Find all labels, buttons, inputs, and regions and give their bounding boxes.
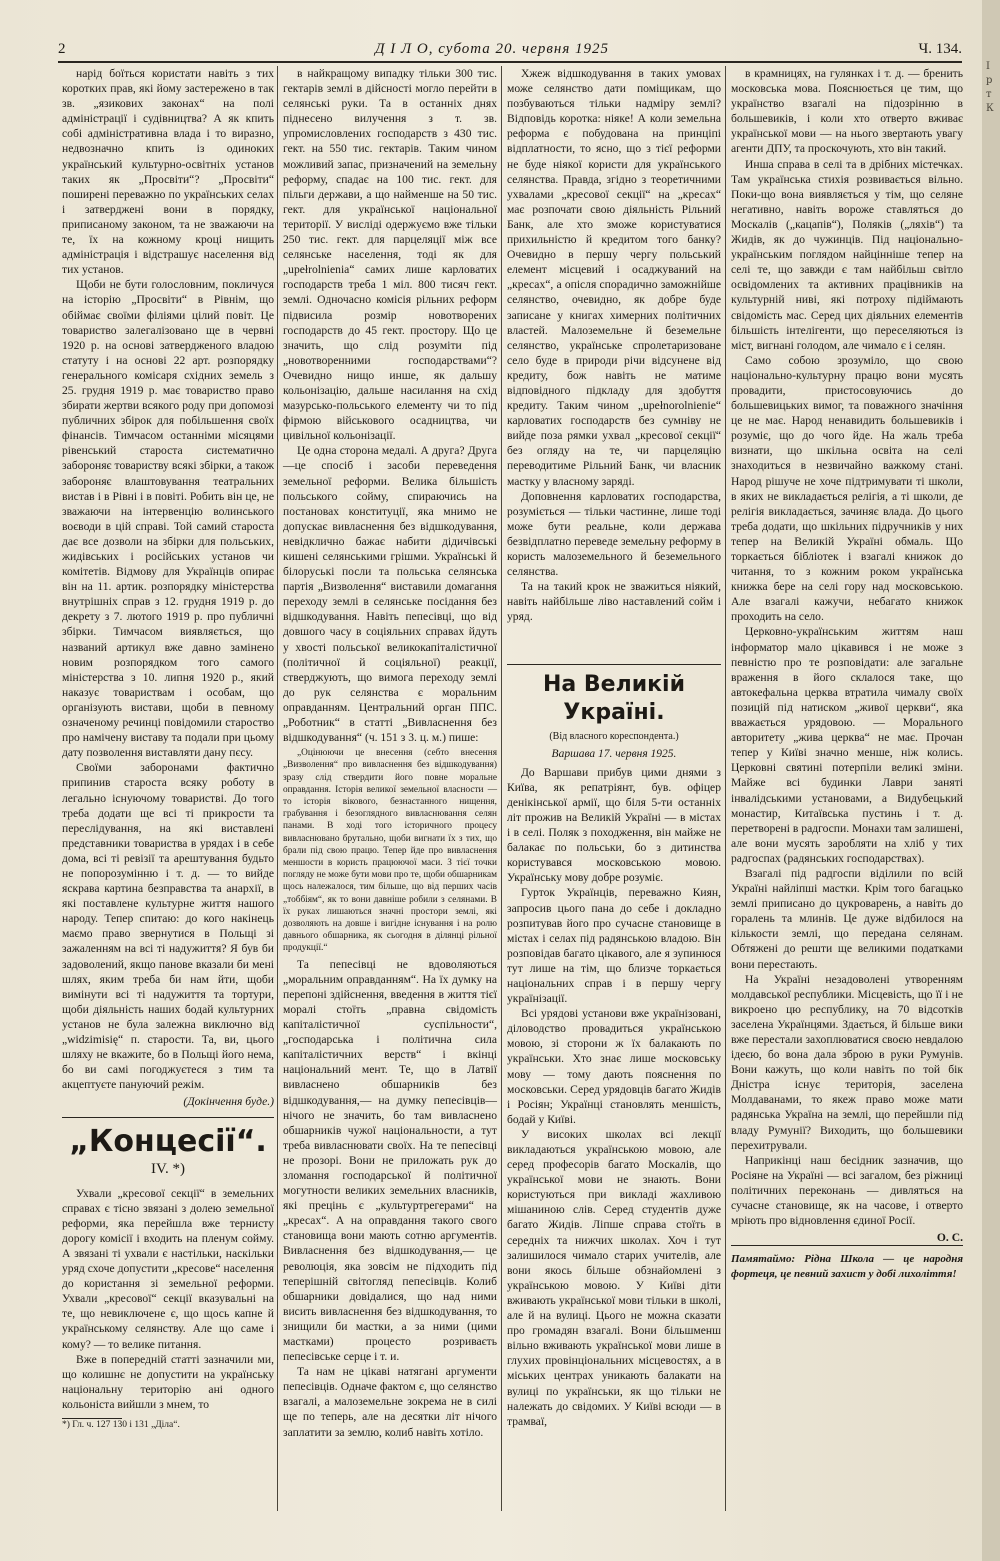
column-2 (283, 66, 497, 1440)
adjacent-page-fragment: І р т К (986, 61, 994, 114)
article-subtitle: (Від власного кореспондента.) (549, 731, 679, 743)
section-title: „Концесії“. (69, 1124, 267, 1160)
paragraph: в крамницях, на гулянках і т. д. — бренить московська мова. Пояснюється це тим, що українство взагалі на підозрінню в большевиків, і коли хто отверто вживає української мови — на нього звертають увагу агенти ДПУ, та проскочують, хто він такий. (731, 67, 963, 156)
paragraph: Хжеж відшкодування в таких умовах може селянство дати поміщикам, що позбуваються тільки надміру землі? Відповідь коротка: ніяке! А коли земельна реформа є побудована на принціпі відплатности, то ясно, що з тієї реформи не буде ніякої користи для українського селянства. Правда, згідно з теоретичними ухвалами „кресової секції“ на „кресах“ має розпочати свою діяльність Рільний Банк, але хто зможе користуватися прихильністю й кредитом того банку? Очевидно в першу чергу польський елемент місцевий і осаджуваний на „кресах“, а опісля спорадично заможнійше селянство, очевидно, як добре буде записане у книгах химерних політичних властей. Малоземельне й беземельне селянство, українське спролетаризоване село буде в природи річи відсунене від кредиту, бож навіть не матиме відповідного підкладу для здобуття кредиту. Таким чином „upełnorolnienie“ карловатих господарств без сумніву не вийде поза рямки ухвал „кресової секції“ без огляду на те, чи парцеляцію переводитиме Рільний Банк, чи власник мастку у власному заряді. (507, 67, 721, 488)
quotation: „Оцінюючи це внесення (себто внесення „Визволення“ про вивласнення без відшкодування) зразу слід ствердити його повне моральне оправдання. Історія великої земельної власности — то історія вікового, безнастанного нищення, грабування і безоглядного вивласнювання селян панами. В ході того історичного процесу вивласнювано брутально, щоби вигнати їх з тих, що брали під свою працю. Тепер йде про вивласнення меншости в користь працюючої маси. З тієї точки погляду не може бути мови про те, щоби обшарникам щось належалося, тим більше, що від перших часів „тоббіям“, як то вони давніше робили з селянами. В їх руках лишаються значні простори землі, які дозволяють на довше і вигідне існування і на ролю давнього обшарника, як сьогодня в ділянці рільної продукції.“ (283, 748, 497, 954)
reminder-note: Памятаймо: Рідна Школа — це народня фортеця, це певний захист у добі лихоліття! (731, 1245, 963, 1282)
column-4 (731, 66, 963, 1283)
paragraph: Взагалі під радгоспи віділили по всій Україні найліпші мастки. Крім того багацько землі приписано до цукроварень, а навіть до горалень та млинів. Це дуже відбилося на кількости землі, що передана селянам. Обтяжені до решти ще великими податками вони перестають. (731, 866, 963, 971)
column-rule (277, 66, 278, 1511)
paragraph: Та пепесівці не вдоволяються „моральним оправданням“. На їх думку на перепоні здійснення, введення в життя тієї моралі стоїть „правна свідомість капіталістичної суспільности“, „господарська і політична сила капіталістичних верств“ і вкінці національний мент. Те, що в Латвії вивласнено обшарників без відшкодування,— на думку пепесівців—нічого не значить, бо там вивласнено обшарників чужої національности, а тут треба вивласнювати своїх. На те пепесівці не прозорі. Вони не приложать рук до зломання господарської й політичної могутности великих земельних власників, які прецінь є „культуртрегерами“ на „кресах“. А на оправдання такого свого становища вони мають сотню аргументів. Вивласнення без відшкодування,— це революція, яка зовсім не підходить під теперішній світогляд пепесівців. Колиб обшарники довідалися, що над ними висить вивласнення без відшкодування, то знищили би мастки, а за ними (цими мастками) процесто розриваєть пепесівське серце і т. и. (283, 957, 497, 1364)
paragraph: Всі урядові установи вже українізовані, діловодство провадиться українською мовою, зі сторони ж їх балакають по українськи. Хто знає лише московську мову — тому дають пояснення по московськи. Серед урядовців багато Жидів і Росіян; Українці становлять меншість, бодай у Київі. (507, 1007, 721, 1126)
masthead: Д І Л О, субота 20. червня 1925 (374, 41, 610, 57)
paragraph: Само собою зрозуміло, що свою національно-культурну працю вони мусять провадити, пристосовуючись до большевицьких вимог, та поважного значіння це не має. Народ ненавидить большевиків і розуміє, що до чого йде. На жаль треба визнати, що шкільна освіта на селі знаходиться в незвичайно важкому стані. Народ рішуче не хоче підтримувати ті школи, в яких не викладається релігія, а ті школи, де релігія викладається, зачиняє влада. До цього треба додати, що шкільних підручників у них тепер на Великій Україні обмаль. Що торкається бібліотек і взагалі книжок до читання, то з кожним роком українська книжка бере на селі гору над московською. Але взагалі кажучи, небагато книжок проходить на село. (731, 353, 963, 624)
paragraph: У високих школах всі лекції викладаються українською мовою, але серед професорів багато Москалів, що української мови не знають. Вони користуються при викладі жахливою мішаниною слів. Серед студентів дуже багато Жидів. Ліпше справа стоїть в середніх та нижчих школах. Хоч і тут залишилося чимало старих учителів, але вони якось більше обзнайомлені з українською мовою. У Київі діти вживають української мови тільки в школі, але й на вулиці. Цього не можна сказати про громадян взагалі. Вони більшменш вільно вживають української мови лише в глухих провінціональних місцевостях, а в міських центрах уникають балакати на вулиці по українськи, як що тільки не належать до свідомих. У Київі всюди — в трамваї, (507, 1127, 721, 1428)
paragraph: Це одна сторона медалі. А друга? Друга—це спосіб і засоби переведення земельної реформи. Велика більшість польського сойму, спираючись на постановах конституції, яка мнимо не допускає вивласнення без відшкодування, невідклично бажає набити дідичівські кишені селянськими грішми. Українські й білоруські посли та польська селянська партія „Визволення“ виставили домагання переходу землі в селянське посідання без відшкодування. Навіть пепесівці, що від довшого часу в соціяльних справах йдуть у хвості польської великокапіталістичної (політичної й соціяльної) реакції, стверджують, що вимога переходу землі до рук селянства є моральним оправданням. Центральний орган ППС. „Роботник“ в статті „Вивласнення без відшкодування“ (ч. 151 з 3. ц. м.) пише: (283, 444, 497, 745)
paragraph: Ухвали „кресової секції“ в земельних справах є тісно звязані з долею земельної реформи, яка перейшла вже тернисту дорогу комісії і входить на пленум сойму. А звязані ті ухвали є настільки, наскільки уряд схоче допустити „кресове“ населення до користання зі земельної реформи. Ухвали „кресової“ секції вказувальні на те, що невиключене є, що щось капне й українському селянству. Але що саме і кому? — то велике питання. (62, 1186, 274, 1351)
paragraph: нарід боїться користати навіть з тих коротких прав, які йому застережено в так зв. „язикових законах“ на полі адміністрації і судівництва? А як кпить собі адміністративна влада і то виразно, недвозначно кпить із одиноких український культурно-освітніх установ таких як „Просвіти“? „Просвіти“ поширені переважно по українських селах і затверджені вони в порядку, приписаному законом, та не зважаючи на те, їх на кожному кроці нищить адміністрація і відстрашує населення від тих установ. (62, 67, 274, 277)
page-header (58, 30, 962, 63)
paragraph: Своїми заборонами фактично припинив староста всяку роботу в легально існуючому товаристві. До того треба додати ще всі ті прикрости та переслідування, на які виставлені представники товариства в урядах і в себе дома, всі ті ревізії та арештування будьто не попорозумінню і т. д. — то вийде яскрава картина безправства та анархії, в які поставлене культурне життя нашого народу. Тепер спитаю: до кого накінець маємо право звернутися в Польщі зі зажаленням на всі ті надужиття? Я був би задоволений, якщо панове вказали би мені шлях, яким треба би нам йти, щоби вимінути всі ті надужиття та тортури, щоби діяльність наших бодай культурних установ не була залежна виключно від „widzimisię“ п. старости. Та, ви, цього шляху не вкажите, бо в Польщі його нема, бо ви самі погоджуєтеся з тим та акцептуєте пануючий режім. (62, 761, 274, 1092)
paragraph: Та нам не цікаві натягані аргументи пепесівців. Одначе фактом є, що селянство взагалі, а малоземельне зокрема не в силі ще по теперь, але на десятки літ нічого заплатити за землю, колиб навіть хотіло. (283, 1365, 497, 1439)
issue-number: Ч. 134. (918, 41, 962, 57)
article-title: На Великій Україні. (542, 672, 686, 726)
section-divider (507, 664, 721, 665)
column-3 (507, 66, 721, 1429)
paragraph: Та на такий крок не зважиться ніякий, навіть найбільше ліво наставлений сойм і уряд. (507, 580, 721, 624)
column-rule (501, 66, 502, 1511)
paragraph: Церковно-українським життям наш інформатор мало цікавився і не може з певністю про те розповідати: але загальне враження в його склалося таке, що автокефальна церква втратила чималу своїх позицій під натиском „живої церкви“, яка вважається урядовою. — Морального авторитету „жива церква“ не має. Прочан тепер у Київі значно менше, ніж колись. Церковні святині потерпіли великі зміни. Майже всі будинки Лаври заняті інвалідськими установами, а Видубецький монастир, Китаївська пустинь і т. д. перетворені в радгоспи. Монахи там залишені, але вони мусять заробляти на хліб у тих радгоспах (радянських господарствах). (731, 625, 963, 865)
footnote: *) Гл. ч. 127 130 і 131 „Діла“. (62, 1419, 180, 1430)
paragraph: Наприкінці наш бесідник зазначив, що Росіяне на Україні — всі загалом, без ріжниці політичних переконань — дивляться на сучасне становище, як на часове, і отверто мріють про відновлення єдиної Росії. (731, 1153, 963, 1228)
section-divider (62, 1117, 274, 1118)
adjacent-page-edge (982, 0, 1000, 1561)
paragraph: На Україні незадоволені утворенням молдавської республики. Місцевість, що її і не викроено цю республику, на 70 відсотків заселена Українцями. Здається, й більше вики вже перестали захоплюватися своєю невдалою ідеєю, бо вона дала зброю в руки Румунів. Вони кажуть, що коли навіть по той бік Дністра існує територія, заселена Молдаванами, то якеж право може мати радянська Україна на землі, що перейшли під владу Румунії? Виходить, що большевики перехитрували. (731, 972, 963, 1152)
page-number: 2 (58, 41, 66, 57)
paragraph: Гурток Українців, переважно Киян, запросив цього пана до себе і докладно розпитував його про сучасне становище в містах і селах під радянською владою. Він розповідав багато цікавого, але я зупинюся тут лише на тім, що близче торкається національних справ і в першу чергу українізації. (507, 886, 721, 1006)
section-number: IV. *) (151, 1161, 185, 1178)
paragraph: в найкращому випадку тільки 300 тис. гектарів землі в дійсності могло перейти в селянські руки. Та в останніх днях піднесено вилучення з т. зв. упромисловлених господарств з 430 тис. гект. на 550 тис. гектарів. Таким чином можливий запас, призначений на земельну реформу, спадає на 100 тис. гект. для пільги держави, а що найменше на 50 тис. гект. для української національної території. У висліді одержуємо вже тільки 250 тис. гект. для парцеляції між все селянське населення, тоді як для „upełrolnienia“ самих лише карловатих господарств треба 1 міл. 800 тисяч гект. землі. Одночасно комісія рільних реформ підвисила розмір новотворених господарств до 45 гект. простору. Що це значить, що слід розуміти під „новотворенними господарствами“? Очевидно нищо инше, як дальшу кольонізацію, дальше насилання на схід мазурсько-польського елементу чи то під фірмою військового осадництва, чи цивільної кольонізації. (283, 67, 497, 443)
column-1 (62, 66, 274, 1431)
paragraph: До Варшави прибув цими днями з Київа, як репатріянт, був. офіцер денікінської армії, що біля 5-ти останніх літ прожив на Великій Україні — в містах і в селі. Поляк з походження, він майже не балакає по польськи, бо з дитинства користувався московською мовою. Українську мову добре розуміє. (507, 765, 721, 885)
continued-note: (Докінчення буде.) (183, 1095, 274, 1109)
paragraph: Инша справа в селі та в дрібних містечках. Там українська стихія розвивається вільно. Поки-що вона виявляється у тім, що селяне негативно, навіть вороже ставляться до Москалів („кацапів“), Поляків („ляхів“) та Жидів, як до чужинців. Під національно-українським поглядом найцінніше тепер на селі те, що завжди є там найбільш світло освідомлених та активних працівників на культурній ниві, які потроху підіймають свідомість мас. Серед цих діяльних елементів більшість інтелігенти, що переселяються із міст, вигнані голодом, але чимало є і селян. (731, 157, 963, 352)
paragraph: Вже в попередній статті зазначили ми, що колишнє не допустити на українську національну територію ані одного кольоніста вийшли з мнем, то (62, 1352, 274, 1411)
paragraph: Доповнення карловатих господарства, розуміється — тільки частинне, лише тоді може бути реальне, коли держава безвідплатно переведе земельну реформу в користь малоземельного й беземельного селянства. (507, 489, 721, 579)
author-signature: О. С. (936, 1231, 963, 1245)
column-rule (725, 66, 726, 1511)
paragraph: Щоби не бути голословним, покличуся на історію „Просвіти“ в Рівнім, що обіймає своїми філіями цілий повіт. Це товариство залегалізовано ще в червні 1920 р. на основі затвердженого владою статуту і на основі 22 арт. розпорядку генерального комісаря східних земель з 25. грудня 1919 р. має товариство право збирати жертви всякого роду при допомозі публичних збірок для побільшення своїх фінансів. Тимчасом останніми місяцями рівенський староста систематично забороняє товариству всякі збірки, а також забороняє влаштовування театральних вистав і в Рівні і в повіті. Робить він це, не зважаючи на інтервенцію волинського воєводи в цій справі. Той самий староста дає все дозволи на збірки для польських, жидівських і російських установ чи комітетів. Відмову для Українців опирає він на 11. артик. розпорядку міністерства внутрішніх справ з 12. грудня 1919 р. до декрету з 7. лютого 1919 р. про публичні збірки. Тимчасом виявляється, що названий артикул вже давно замінено новим розпорядком того самого міністерства з 10. липня 1920 р., який наказує товариствам і особам, що організують вистави, щоби в певному означеному речинці повідомили староство про намічену виставу та подали при цьому дату позволення виставляти дану пєсу. (62, 278, 274, 760)
article-dateline: Варшава 17. червня 1925. (551, 747, 677, 760)
